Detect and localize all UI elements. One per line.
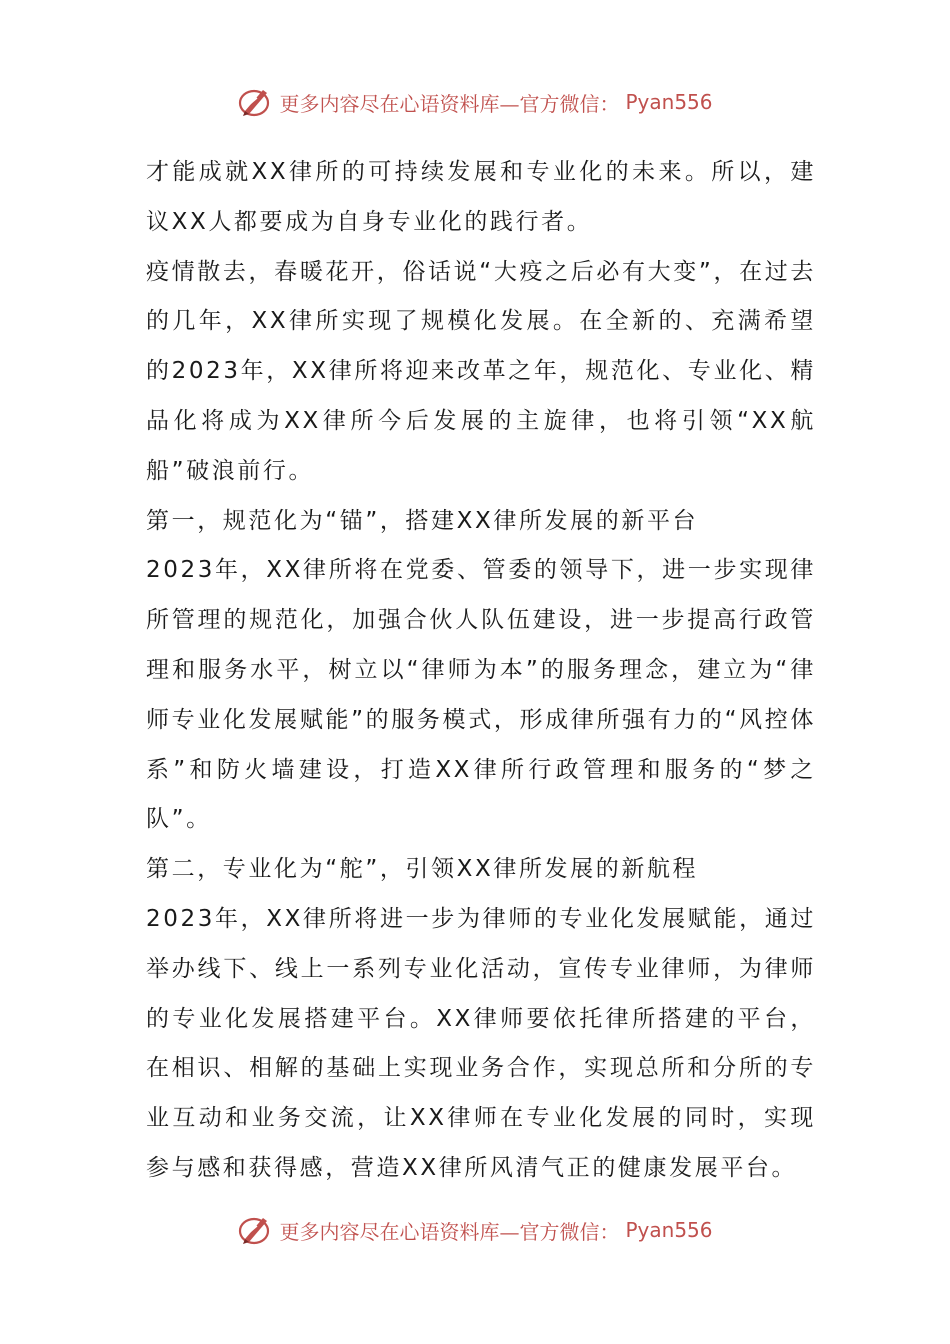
- paragraph-2: 疫情散去，春暖花开，俗话说“大疫之后必有大变”，在过去的几年，XX律所实现了规模化发展。在全新的、充满希望的2023年，XX律所将迎来改革之年，规范化、专业化、精品化将成为XX律所今后发展的主旋律，也将引领“XX航船”破浪前行。: [146, 258, 816, 484]
- document-body: [146, 148, 816, 1194]
- section-heading-2: 第二，专业化为“舵”，引领XX律所发展的新航程: [146, 856, 699, 883]
- header-banner: [0, 82, 950, 122]
- paragraph-1: 才能成就XX律所的可持续发展和专业化的未来。所以，建议XX人都要成为自身专业化的践行者。: [146, 159, 816, 235]
- pen-logo-icon: [237, 1212, 273, 1248]
- section-heading-1: 第一，规范化为“锚”，搭建XX律所发展的新平台: [146, 507, 699, 534]
- paragraph-4: 2023年，XX律所将进一步为律师的专业化发展赋能，通过举办线下、线上一系列专业化活动，宣传专业律师，为律师的专业化发展搭建平台。XX律师要依托律所搭建的平台，在相识、相解的基础上实现业务合作，实现总所和分所的专业互动和业务交流，让XX律师在专业化发展的同时，实现参与感和获得感，营造XX律所风清气正的健康发展平台。: [146, 905, 816, 1181]
- wechat-id: Pyan556: [625, 1218, 713, 1242]
- banner-text: 更多内容尽在心语资料库—官方微信：: [279, 91, 620, 116]
- paragraph-3: 2023年，XX律所将在党委、管委的领导下，进一步实现律所管理的规范化，加强合伙人队伍建设，进一步提高行政管理和服务水平，树立以“律师为本”的服务理念，建立为“律师专业化发展赋能”的服务模式，形成律所强有力的“风控体系”和防火墙建设，打造XX律所行政管理和服务的“梦之队”。: [146, 557, 816, 833]
- pen-logo-icon: [237, 84, 273, 120]
- footer-banner: [0, 1210, 950, 1250]
- banner-text: 更多内容尽在心语资料库—官方微信：: [279, 1219, 620, 1244]
- wechat-id: Pyan556: [625, 90, 713, 114]
